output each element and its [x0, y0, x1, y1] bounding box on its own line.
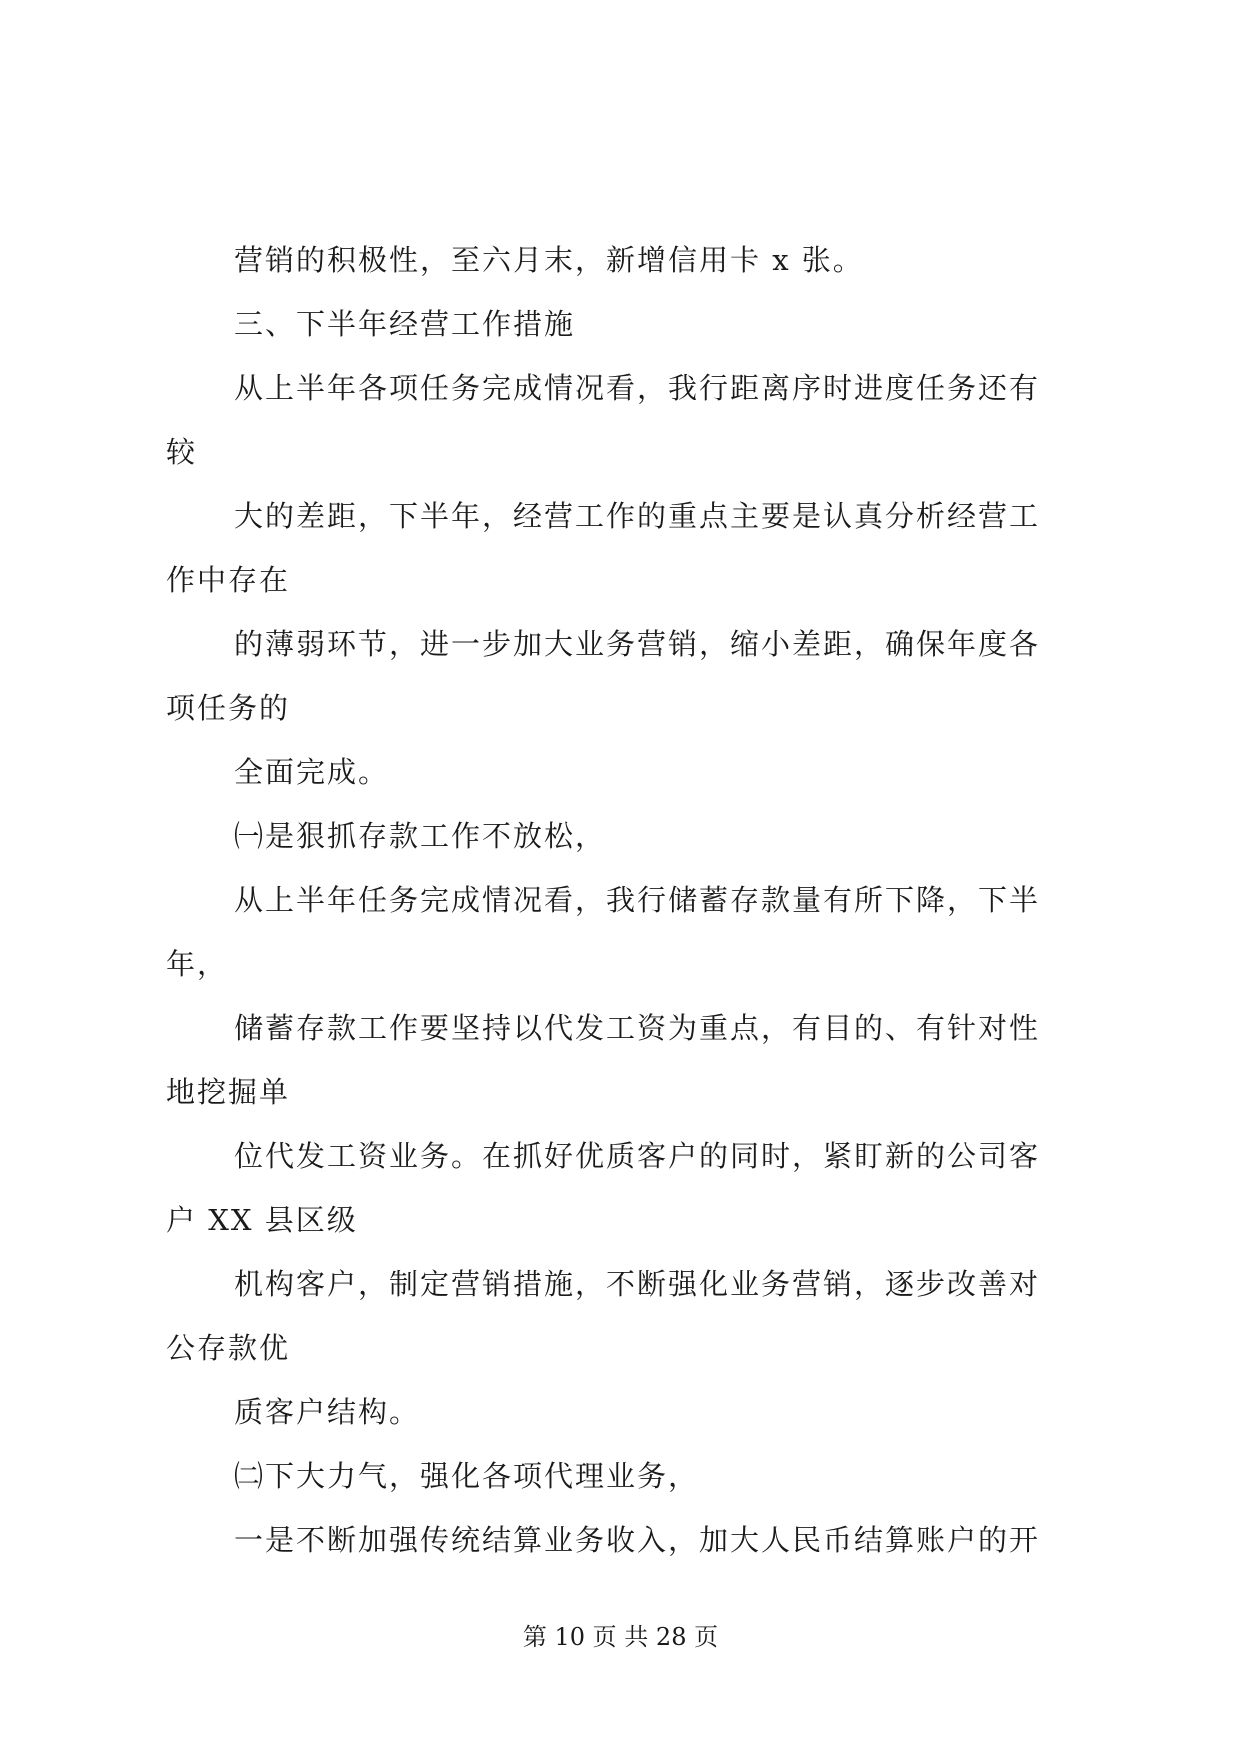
- text-line: 三、下半年经营工作措施: [234, 307, 576, 341]
- text-line: 一是不断加强传统结算业务收入，加大人民币结算账户的开: [234, 1523, 1041, 1557]
- text-line: 储蓄存款工作要坚持以代发工资为重点，有目的、有针对性: [234, 1011, 1041, 1045]
- text-line: 质客户结构。: [234, 1395, 421, 1429]
- text-line: 公存款优: [166, 1331, 291, 1365]
- text-line: 年，: [166, 947, 229, 981]
- text-line: 作中存在: [166, 563, 291, 597]
- text-line: 的薄弱环节，进一步加大业务营销，缩小差距，确保年度各: [234, 627, 1041, 661]
- text-line: 位代发工资业务。在抓好优质客户的同时，紧盯新的公司客: [234, 1139, 1041, 1173]
- page-footer: 第 10 页 共 28 页: [522, 1623, 719, 1651]
- text-line: ㈡下大力气，强化各项代理业务，: [234, 1459, 700, 1493]
- text-line: 从上半年各项任务完成情况看，我行距离序时进度任务还有: [234, 371, 1041, 405]
- document-body: [166, 228, 1086, 1572]
- text-line: 营销的积极性，至六月末，新增信用卡 x 张。: [234, 243, 864, 277]
- text-line: 较: [166, 435, 198, 469]
- text-line: ㈠是狠抓存款工作不放松，: [234, 819, 607, 853]
- text-line: 地挖掘单: [166, 1075, 291, 1109]
- text-line: 全面完成。: [234, 755, 390, 789]
- text-line: 机构客户，制定营销措施，不断强化业务营销，逐步改善对: [234, 1267, 1041, 1301]
- text-line: 从上半年任务完成情况看，我行储蓄存款量有所下降，下半: [234, 883, 1041, 917]
- text-line: 项任务的: [166, 691, 291, 725]
- text-line: 大的差距，下半年，经营工作的重点主要是认真分析经营工: [234, 499, 1041, 533]
- text-line: 户 XX 县区级: [166, 1203, 358, 1237]
